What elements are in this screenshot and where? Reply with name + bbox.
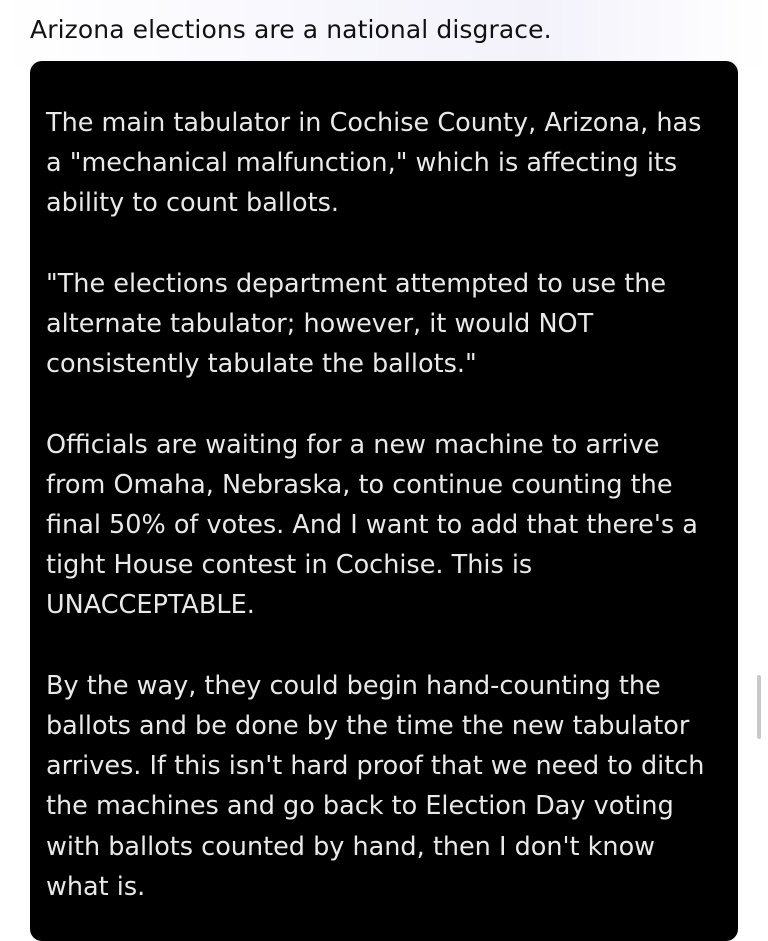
post-headline: Arizona elections are a national disgrace. bbox=[30, 15, 552, 44]
quote-line: from Omaha, Nebraska, to continue counting the bbox=[46, 469, 673, 500]
quoted-post-card[interactable] bbox=[30, 61, 738, 941]
quote-paragraph-2 bbox=[46, 264, 720, 385]
quote-paragraph-4 bbox=[46, 666, 720, 907]
quote-line: ballots and be done by the time the new tabulator bbox=[46, 711, 690, 741]
quote-line: The main tabulator in Cochise County, Arizona, has bbox=[46, 108, 702, 138]
quote-line: alternate tabulator; however, it would NOT bbox=[46, 309, 594, 339]
quote-line: the machines and go back to Election Day voting bbox=[46, 791, 674, 822]
quote-line: "The elections department attempted to use the bbox=[46, 268, 667, 299]
quote-line: ability to count ballots. bbox=[46, 188, 339, 219]
quote-paragraph-3 bbox=[46, 425, 720, 626]
quote-line: with ballots counted by hand, then I don't know bbox=[46, 831, 656, 862]
quote-line: arrives. If this isn't hard proof that we need to ditch bbox=[46, 751, 705, 782]
quote-line: By the way, they could begin hand-counting the bbox=[46, 670, 661, 701]
quote-line: tight House contest in Cochise. This is bbox=[46, 550, 533, 581]
quote-paragraph-1 bbox=[46, 103, 720, 224]
quote-line: a "mechanical malfunction," which is affecting its bbox=[46, 148, 678, 179]
quote-line: what is. bbox=[46, 871, 146, 902]
scrollbar-thumb[interactable] bbox=[757, 675, 761, 739]
quote-line: UNACCEPTABLE. bbox=[46, 590, 255, 621]
quote-line: Officials are waiting for a new machine to arrive bbox=[46, 429, 660, 460]
quote-line: consistently tabulate the ballots." bbox=[46, 349, 477, 380]
quote-line: final 50% of votes. And I want to add that there's a bbox=[46, 510, 698, 540]
